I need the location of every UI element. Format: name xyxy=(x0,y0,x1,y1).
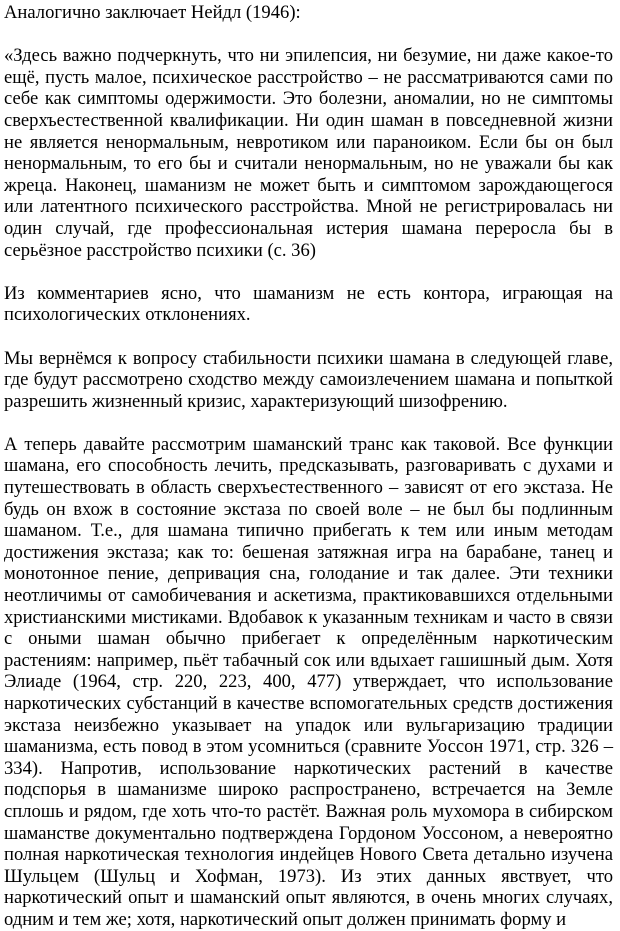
trance-paragraph: А теперь давайте рассмотрим шаманский транс как таковой. Все функции шамана, его способность лечить, предсказывать, разговаривать с духами и путешествовать в область сверхъестественного – зависят от его экстаза. Не будь он вхож в состояние экстаза по своей воле – не был бы подлинным шаманом. Т.е., для шамана типично прибегать к тем или иным методам достижения экстаза; как то: бешеная затяжная игра на барабане, танец и монотонное пение, депривация сна, голодание и так далее. Эти техники неотличимы от самобичевания и аскетизма, практиковавшихся отдельными христианскими мистиками. Вдобавок к указанным техникам и часто в связи с оными шаман обычно прибегает к определённым наркотическим растениям: например, пьёт табачный сок или вдыхает гашишный дым. Хотя Элиаде (1964, стр. 220, 223, 400, 477) утверждает, что использование наркотических субстанций в качестве вспомогательных средств достижения экстаза неизбежно указывает на упадок или вульгаризацию традиции шаманизма, есть повод в этом усомниться (сравните Уоссон 1971, стр. 326 – 334). Напротив, использование наркотических растений в качестве подспорья в шаманизме широко распространено, встречается на Земле сплошь и рядом, где хоть что-то растёт. Важная роль мухомора в сибирском шаманстве документально подтверждена Гордоном Уоссоном, а невероятно полная наркотическая технология индейцев Нового Света детально изучена Шульцем (Шульц и Хофман, 1973). Из этих данных явствует, что наркотический опыт и шаманский опыт являются, в очень многих случаях, одним и тем же; хотя, наркотический опыт должен принимать форму и xyxy=(4,433,613,930)
intro-line: Аналогично заключает Нейдл (1946): xyxy=(4,2,301,23)
commentary-paragraph: Из комментариев ясно, что шаманизм не есть контора, играющая на психологических отклонениях. xyxy=(4,282,613,326)
quote-paragraph: «Здесь важно подчеркнуть, что ни эпилепсия, ни безумие, ни даже какое-то ещё, пусть малое, психическое расстройство – не рассматриваются сами по себе как симптомы одержимости. Это болезни, аномалии, но не симптомы сверхъестественной квалификации. Ни один шаман в повседневной жизни не является ненормальным, невротиком или параноиком. Если бы он был ненормальным, то его бы и считали ненормальным, но не уважали бы как жреца. Наконец, шаманизм не может быть и симптомом зарождающегося или латентного психического расстройства. Мной не регистрировалась ни один случай, где профессиональная истерия шамана переросла бы в серьёзное расстройство психики (с. 36) xyxy=(4,45,613,261)
stability-paragraph: Мы вернёмся к вопросу стабильности психики шамана в следующей главе, где будут рассмотрено сходство между самоизлечением шамана и попыткой разрешить жизненный кризис, характеризующий шизофрению. xyxy=(4,347,613,412)
